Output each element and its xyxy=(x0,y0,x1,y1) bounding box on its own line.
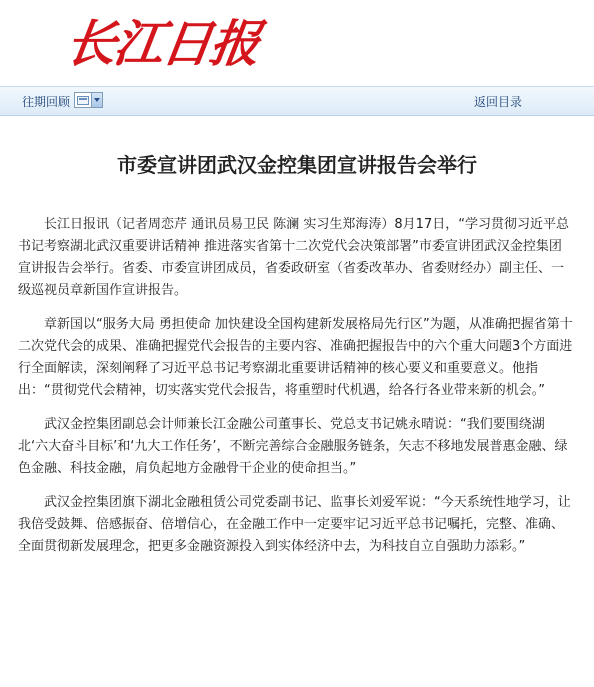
article-title: 市委宣讲团武汉金控集团宣讲报告会举行 xyxy=(117,153,477,177)
masthead xyxy=(0,0,594,86)
article-body xyxy=(18,214,574,570)
article-paragraph: 武汉金控集团旗下湖北金融租赁公司党委副书记、监事长刘爱军说：“今天系统性地学习，让我倍受鼓舞、倍感振奋、倍增信心，在金融工作中一定要牢记习近平总书记嘱托，完整、准确、全面贯彻新发展理念，把更多金融资源投入到实体经济中去，为科技自立自强助力添彩。” xyxy=(18,495,571,554)
article-paragraph: 章新国以“服务大局 勇担使命 加快建设全国构建新发展格局先行区”为题，从准确把握省第十二次党代会的成果、准确把握党代会报告的主要内容、准确把握报告中的六个重大问题3个方面进行全面解读，深刻阐释了习近平总书记考察湖北重要讲话精神的核心要义和重要意义。他指出：“贯彻党代会精神，切实落实党代会报告，将重塑时代机遇，给各行各业带来新的机会。” xyxy=(18,317,573,398)
back-to-index-link[interactable]: 返回目录 xyxy=(474,95,523,109)
article-paragraph: 武汉金控集团副总会计师兼长江金融公司董事长、党总支书记姚永晴说：“我们要围绕湖北‘六大奋斗目标’和‘九大工作任务’，不断完善综合金融服务链条，矢志不移地发展普惠金融、绿色金融、科技金融，肩负起地方金融骨干企业的使命担当。” xyxy=(18,417,568,476)
calendar-icon xyxy=(77,96,89,105)
past-issues-label: 往期回顾 xyxy=(22,95,71,109)
past-issues-dropdown[interactable] xyxy=(74,92,103,108)
article-paragraph: 长江日报讯（记者周恋芹 通讯员易卫民 陈澜 实习生郑海涛）8月17日，“学习贯彻习近平总书记考察湖北武汉重要讲话精神 推进落实省第十二次党代会决策部署”市委宣讲团武汉金控集团宣讲报告会举行。省委、市委宣讲团成员，省委政研室（省委改革办、省委财经办）副主任、一级巡视员章新国作宣讲报告。 xyxy=(18,217,569,298)
chevron-down-icon[interactable] xyxy=(91,93,102,107)
nav-bar xyxy=(0,86,594,116)
newspaper-logo: 长江日报 xyxy=(61,14,263,73)
